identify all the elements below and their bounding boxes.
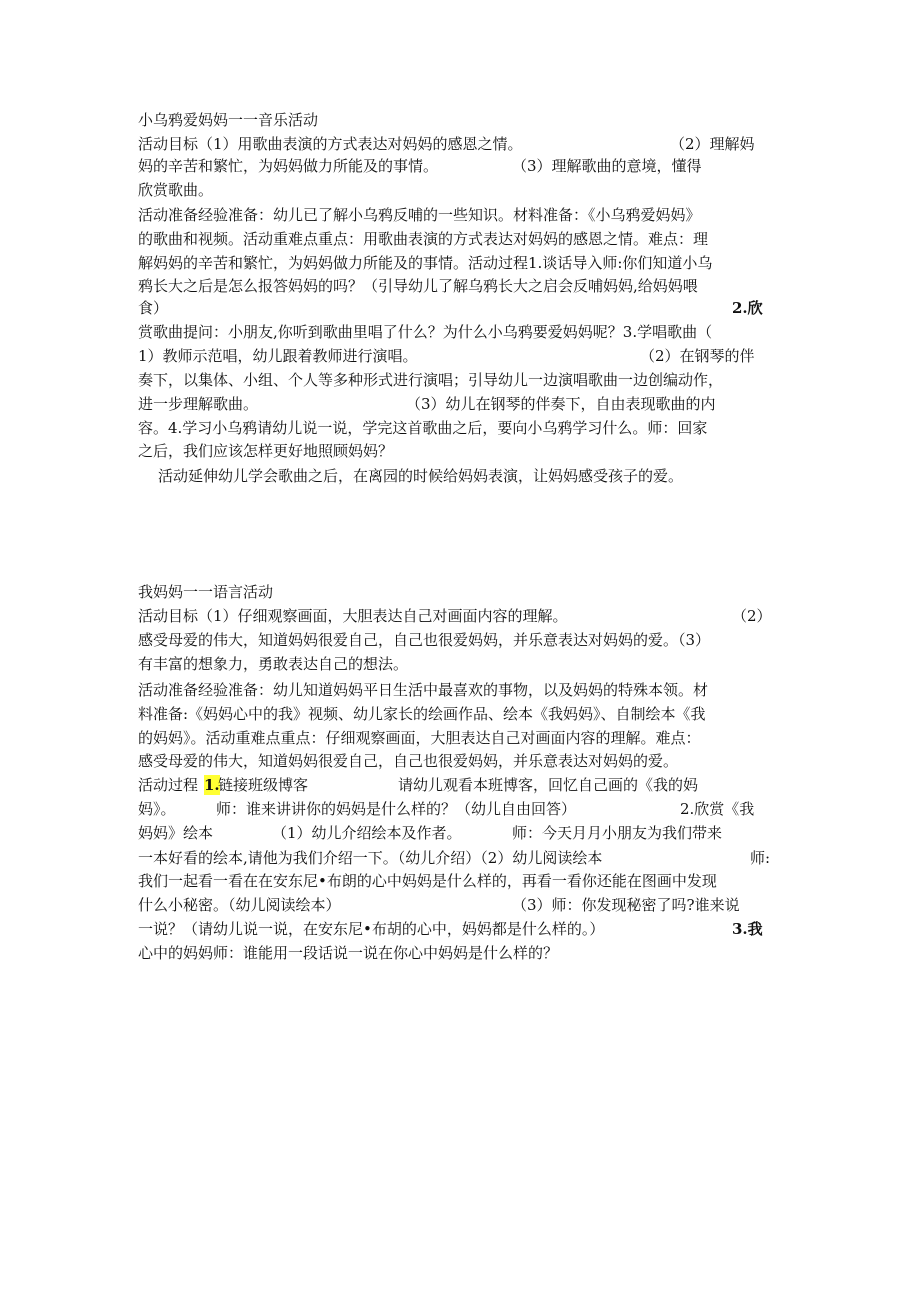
text-segment: （3）理解歌曲的意境，懂得	[512, 157, 702, 175]
text-segment: 进一步理解歌曲。	[138, 395, 259, 413]
section1-line7: 鸦长大之后是怎么报答妈妈的吗？（引导幼儿了解乌鸦长大之启会反哺妈妈,给妈妈喂	[138, 277, 698, 295]
text-segment: 2.欣赏《我	[680, 800, 755, 818]
text-segment: （2）	[732, 607, 772, 625]
text-segment: 妈妈》绘本	[138, 824, 214, 842]
text-segment: （1）幼儿介绍绘本及作者。	[272, 824, 462, 842]
section2-line5: 料准备:《妈妈心中的我》视频、幼儿家长的绘画作品、绘本《我妈妈》、自制绘本《我	[138, 705, 706, 723]
text-segment: 师:	[750, 849, 771, 867]
text-segment: 妈》。	[138, 800, 176, 818]
section2-title: 我妈妈一一语言活动	[138, 583, 274, 601]
text-segment: （3）师：你发现秘密了吗?谁来说	[512, 896, 740, 914]
text-segment: 活动目标（1）仔细观察画面，大胆表达自己对画面内容的理解。	[138, 607, 568, 625]
text-segment: （2）理解妈	[670, 135, 755, 153]
text-segment: 活动目标（1）用歌曲表演的方式表达对妈妈的感恩之情。	[138, 135, 523, 153]
section1-title: 小乌鸦爱妈妈一一音乐活动	[138, 111, 319, 129]
section1-line4: 活动准备经验准备：幼儿已了解小乌鸦反哺的一些知识。材料准备：《小乌鸦爱妈妈》	[138, 206, 701, 224]
section1-line9: 赏歌曲提问：小朋友,你听到歌曲里唱了什么？为什么小乌鸦要爱妈妈呢？3.学唱歌曲（	[138, 323, 713, 341]
section1-line3: 欣赏歌曲。	[138, 181, 214, 199]
text-segment: （3）幼儿在钢琴的伴奏下，自由表现歌曲的内	[406, 395, 716, 413]
text-segment: 一本好看的绘本,请他为我们介绍一下。（幼儿介绍）（2）幼儿阅读绘本	[138, 849, 603, 867]
section1-line5: 的歌曲和视频。活动重难点重点：用歌曲表演的方式表达对妈妈的感恩之情。难点：理	[138, 230, 709, 248]
text-segment: 什么小秘密。（幼儿阅读绘本）	[138, 896, 341, 914]
text-segment: 1）教师示范唱，幼儿跟着教师进行演唱。	[138, 347, 418, 365]
section2-line12: 我们一起看一看在在安东尼•布朗的心中妈妈是什么样的，再看一看你还能在图画中发现	[138, 872, 717, 890]
section1-line13: 容。4.学习小乌鸦请幼儿说一说，学完这首歌曲之后，要向小乌鸦学习什么。师：回家	[138, 419, 708, 437]
text-segment: 师：今天月月小朋友为我们带来	[512, 824, 723, 842]
section2-line4: 活动准备经验准备：幼儿知道妈妈平日生活中最喜欢的事物，以及妈妈的特殊本领。材	[138, 681, 709, 699]
text-segment: 妈的辛苦和繁忙，为妈妈做力所能及的事情。	[138, 157, 439, 175]
text-segment: 链接班级博客	[218, 776, 309, 794]
text-segment: 食）	[138, 299, 169, 317]
text-segment: 一说？（请幼儿说一说，在安东尼•布胡的心中，妈妈都是什么样的。）	[138, 920, 605, 938]
section2-line2: 感受母爱的伟大，知道妈妈很爱自己，自己也很爱妈妈，并乐意表达对妈妈的爱。（3）	[138, 631, 711, 649]
section2-line7: 感受母爱的伟大，知道妈妈很爱自己，自己也很爱妈妈，并乐意表达对妈妈的爱。	[138, 752, 679, 770]
text-segment: 师：谁来讲讲你的妈妈是什么样的？（幼儿自由回答）	[216, 800, 577, 818]
section1-line15: 活动延伸幼儿学会歌曲之后，在离园的时候给妈妈表演，让妈妈感受孩子的爱。	[158, 467, 684, 485]
highlighted-number: 1.	[204, 776, 220, 794]
section2-line15: 心中的妈妈师：谁能用一段话说一说在你心中妈妈是什么样的？	[138, 944, 559, 962]
text-segment: 3.我	[732, 920, 763, 938]
section1-line11: 奏下，以集体、小组、个人等多种形式进行演唱；引导幼儿一边演唱歌曲一边创编动作，	[138, 371, 724, 389]
section2-line3: 有丰富的想象力，勇敢表达自己的想法。	[138, 655, 409, 673]
section2-line6: 的妈妈》。活动重难点重点：仔细观察画面，大胆表达自己对画面内容的理解。难点：	[138, 729, 701, 747]
section1-line14: 之后，我们应该怎样更好地照顾妈妈？	[138, 442, 394, 460]
text-segment: 活动过程	[138, 776, 199, 794]
text-segment: 2.欣	[732, 299, 763, 317]
section1-line6: 解妈妈的辛苦和繁忙，为妈妈做力所能及的事情。活动过程1.谈话导入师:你们知道小乌	[138, 254, 713, 272]
text-segment: （2）在钢琴的伴	[640, 347, 755, 365]
text-segment: 请幼儿观看本班博客，回忆自己画的《我的妈	[398, 776, 699, 794]
